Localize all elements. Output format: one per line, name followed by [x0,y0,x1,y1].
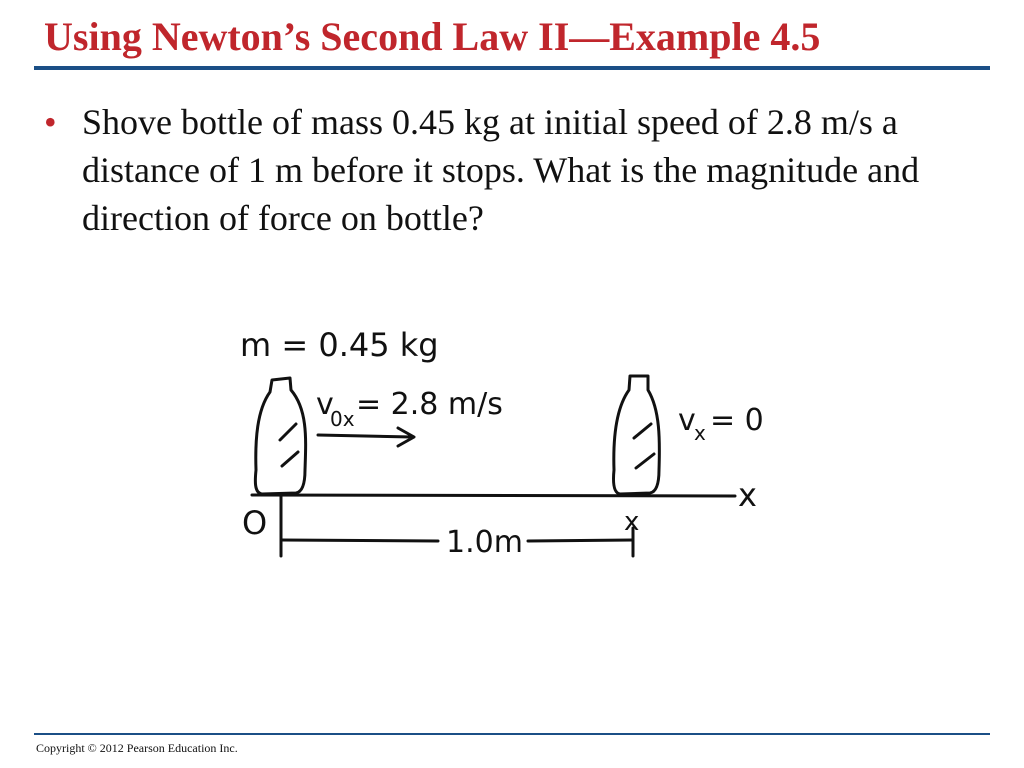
origin-label: O [242,504,268,542]
initial-velocity-subscript: 0x [330,407,355,431]
distance-line-right [528,540,633,541]
copyright-notice: Copyright © 2012 Pearson Education Inc. [36,741,238,755]
x-axis-line [252,495,735,496]
final-velocity-subscript: x [694,421,706,445]
initial-bottle-highlight [280,424,298,466]
initial-bottle [255,378,305,494]
final-velocity-value: = 0 [710,403,764,438]
axis-label: x [738,476,757,514]
initial-velocity-symbol: v [316,387,334,422]
final-bottle-highlight [634,424,654,468]
footer-divider [34,733,990,735]
bullet-marker: • [44,102,57,142]
initial-velocity-value: = 2.8 m/s [356,387,503,422]
slide-title: Using Newton’s Second Law II—Example 4.5 [44,14,821,59]
distance-line-left [281,540,438,541]
mass-label: m = 0.45 kg [240,326,439,364]
final-velocity-symbol: v [678,403,696,438]
distance-label: 1.0m [446,525,523,560]
position-label: x [624,507,640,537]
bullet-text: Shove bottle of mass 0.45 kg at initial speed of 2.8 m/s a distance of 1 m before it stops. What is the magnitude and direction of force on bottle? [82,102,920,238]
